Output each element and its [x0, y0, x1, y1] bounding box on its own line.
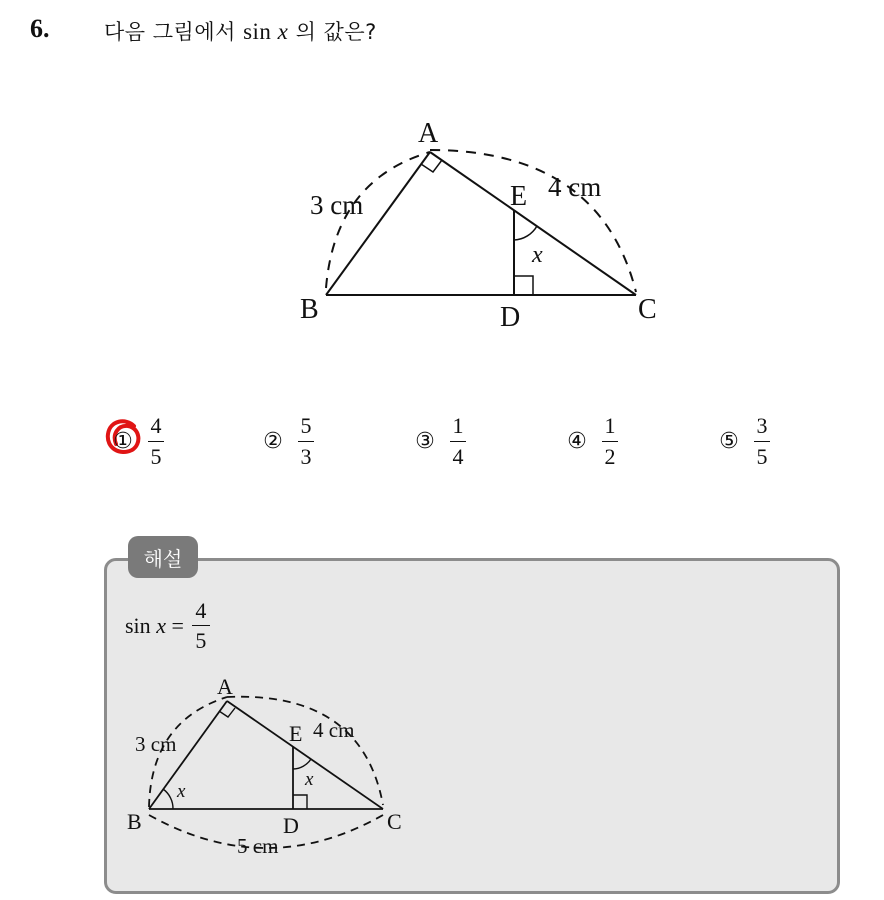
- choice-2-symbol: ②: [263, 428, 283, 454]
- label-side-ac: 4 cm: [548, 172, 602, 202]
- fraction-bar: [754, 441, 770, 442]
- choice-1[interactable]: [108, 408, 164, 474]
- fraction-bar: [298, 441, 314, 442]
- solution-numerator: 4: [195, 598, 207, 623]
- choice-3[interactable]: [410, 408, 466, 474]
- right-angle-a: [421, 160, 442, 172]
- sol-label-side-ab: 3 cm: [135, 732, 177, 756]
- label-c: C: [638, 294, 657, 325]
- choice-1-fraction: [148, 414, 164, 467]
- fraction-bar: [148, 441, 164, 442]
- choice-3-symbol: ③: [415, 428, 435, 454]
- sol-angle-e-arc: [293, 759, 311, 769]
- sol-angle-b-arc: [163, 789, 173, 809]
- choice-4-fraction: [602, 414, 618, 467]
- question-text-after: 의 값은?: [288, 20, 377, 44]
- choice-2-fraction: [298, 414, 314, 467]
- choice-4-symbol: ④: [567, 428, 587, 454]
- sol-label-e: E: [289, 721, 303, 746]
- choice-1-symbol: ①: [113, 428, 133, 454]
- fraction-bar: [450, 441, 466, 442]
- question-text-before: 다음 그림에서: [104, 20, 244, 44]
- triangle-figure: [0, 0, 884, 400]
- choice-4[interactable]: [562, 408, 618, 474]
- sol-label-b: B: [127, 809, 142, 834]
- sol-label-side-bc: 5 cm: [237, 834, 279, 858]
- choice-2-denominator: 3: [300, 443, 312, 469]
- label-a: A: [418, 118, 439, 149]
- choice-5-numerator: 3: [756, 413, 768, 439]
- label-side-ab: 3 cm: [310, 190, 364, 220]
- sol-label-side-ac: 4 cm: [313, 718, 355, 742]
- choice-3-denominator: 4: [452, 443, 464, 469]
- solution-equals: =: [171, 612, 184, 638]
- choice-5[interactable]: [714, 408, 770, 474]
- choice-5-fraction: [754, 414, 770, 467]
- question-math-var: x: [277, 19, 289, 44]
- sol-label-x-b: x: [177, 781, 186, 802]
- sol-label-x-e: x: [305, 769, 314, 790]
- solution-var: x: [156, 612, 166, 638]
- choice-4-numerator: 1: [604, 413, 616, 439]
- choice-5-symbol: ⑤: [719, 428, 739, 454]
- solution-fn: sin: [125, 612, 151, 638]
- question-math-fn: sin: [243, 19, 272, 44]
- choice-5-denominator: 5: [756, 443, 768, 469]
- choice-1-denominator: 5: [150, 443, 162, 469]
- label-x: x: [532, 242, 543, 268]
- label-d: D: [500, 302, 521, 333]
- choice-1-numerator: 4: [150, 413, 162, 439]
- sol-right-angle-d: [293, 795, 307, 809]
- choice-2[interactable]: [258, 408, 314, 474]
- angle-x-arc: [514, 226, 537, 240]
- choice-3-numerator: 1: [452, 413, 464, 439]
- right-angle-d: [514, 276, 533, 295]
- choice-2-numerator: 5: [300, 413, 312, 439]
- solution-denominator: 5: [195, 628, 207, 654]
- choice-3-fraction: [450, 414, 466, 467]
- sol-label-a: A: [217, 674, 233, 699]
- question-number: 6.: [30, 14, 50, 43]
- fraction-bar: [602, 441, 618, 442]
- choice-4-denominator: 2: [604, 443, 616, 469]
- solution-box: [104, 558, 840, 894]
- arc-ac: [430, 150, 636, 292]
- sol-label-c: C: [387, 809, 402, 834]
- solution-figure: [107, 561, 837, 891]
- sol-side-ac: [227, 701, 383, 809]
- answer-choices: [104, 408, 804, 478]
- side-ab: [326, 152, 430, 295]
- label-b: B: [300, 294, 319, 325]
- solution-tab: 해설: [128, 536, 198, 578]
- side-ac: [430, 152, 636, 295]
- sol-label-d: D: [283, 813, 299, 838]
- label-e: E: [510, 181, 528, 212]
